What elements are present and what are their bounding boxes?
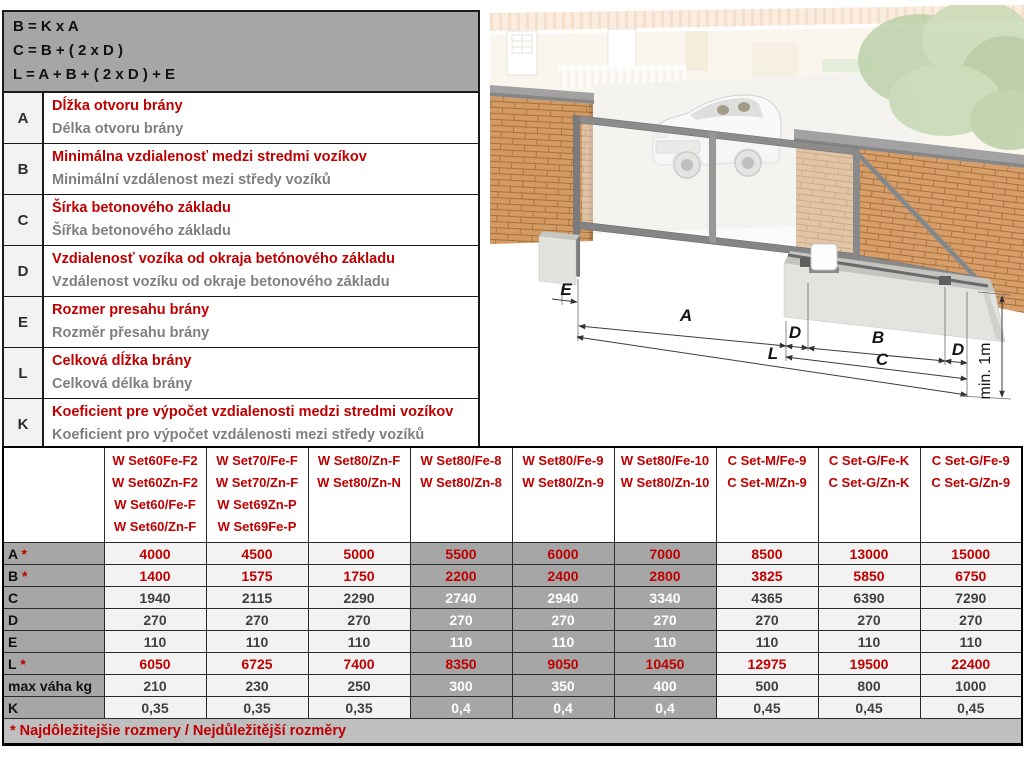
spec-value: 1940 — [104, 587, 206, 609]
dimension-label-b: B — [871, 328, 885, 347]
definition-text — [44, 195, 478, 245]
spec-row — [3, 697, 1022, 719]
definition-label-cz: Rozměr přesahu brány — [52, 325, 210, 341]
spec-value: 110 — [410, 631, 512, 653]
spec-row — [3, 653, 1022, 675]
model-name: C Set-G/Zn-9 — [931, 475, 1011, 490]
model-name: C Set-G/Zn-K — [828, 475, 910, 490]
spec-value: 1575 — [206, 565, 308, 587]
formula-c: C = B + ( 2 x D ) — [13, 42, 124, 59]
model-name: W Set69Fe-P — [217, 519, 297, 534]
definition-text — [44, 348, 478, 398]
definition-row — [4, 347, 478, 398]
formula-header — [4, 12, 478, 93]
spec-row-label: C — [3, 587, 104, 609]
spec-value: 7290 — [920, 587, 1022, 609]
model-name: W Set60Fe-F2 — [112, 453, 198, 468]
spec-column-header — [104, 447, 206, 543]
dimension-label-c: C — [875, 350, 889, 369]
model-name: W Set80/Zn-N — [317, 475, 401, 490]
spec-row — [3, 587, 1022, 609]
model-name: W Set60Zn-F2 — [112, 475, 198, 490]
definition-text — [44, 144, 478, 194]
model-name: W Set80/Fe-8 — [420, 453, 502, 468]
definition-label-sk: Dĺžka otvoru brány — [52, 98, 183, 114]
spec-value: 110 — [206, 631, 308, 653]
spec-value: 400 — [614, 675, 716, 697]
definition-text — [44, 246, 478, 296]
spec-value: 270 — [716, 609, 818, 631]
definition-row — [4, 93, 478, 143]
spec-row — [3, 631, 1022, 653]
definition-key: E — [4, 297, 44, 347]
spec-value: 110 — [614, 631, 716, 653]
spec-value: 6725 — [206, 653, 308, 675]
spec-row — [3, 675, 1022, 697]
model-name: W Set69Zn-P — [217, 497, 297, 512]
spec-value: 2940 — [512, 587, 614, 609]
asterisk: * — [21, 545, 27, 562]
spec-footnote-row — [3, 719, 1022, 745]
definition-row — [4, 296, 478, 347]
model-name: C Set-M/Fe-9 — [727, 453, 807, 468]
spec-value: 5000 — [308, 543, 410, 565]
spec-value: 500 — [716, 675, 818, 697]
spec-value: 9050 — [512, 653, 614, 675]
spec-value: 110 — [512, 631, 614, 653]
model-name: W Set60/Zn-F — [113, 519, 197, 534]
definition-key: L — [4, 348, 44, 398]
dimension-label-l: L — [767, 344, 779, 363]
model-name: W Set80/Zn-9 — [522, 475, 604, 490]
definition-label-cz: Šířka betonového základu — [52, 223, 231, 239]
spec-table — [2, 446, 1023, 746]
spec-row-label: E — [3, 631, 104, 653]
definition-key: K — [4, 399, 44, 449]
model-name: W Set70/Zn-F — [215, 475, 299, 490]
spec-value: 0,45 — [716, 697, 818, 719]
spec-row-label: L * — [3, 653, 104, 675]
spec-value: 270 — [104, 609, 206, 631]
definition-label-cz: Délka otvoru brány — [52, 121, 184, 137]
spec-column-header — [818, 447, 920, 543]
spec-value: 800 — [818, 675, 920, 697]
spec-value: 250 — [308, 675, 410, 697]
spec-value: 1750 — [308, 565, 410, 587]
spec-value: 6050 — [104, 653, 206, 675]
spec-value: 2200 — [410, 565, 512, 587]
definition-label-cz: Celková délka brány — [52, 376, 193, 392]
spec-column-header — [206, 447, 308, 543]
spec-row-label: A * — [3, 543, 104, 565]
spec-value: 7000 — [614, 543, 716, 565]
spec-value: 270 — [614, 609, 716, 631]
spec-column-header — [614, 447, 716, 543]
definition-label-sk: Celková dĺžka brány — [52, 353, 192, 369]
model-name: W Set60/Fe-F — [114, 497, 196, 512]
spec-value: 270 — [410, 609, 512, 631]
model-name: W Set70/Fe-F — [216, 453, 298, 468]
definition-key: A — [4, 93, 44, 143]
model-name: C Set-G/Fe-K — [828, 453, 910, 468]
model-name: W Set80/Fe-10 — [620, 453, 710, 468]
spec-value: 4000 — [104, 543, 206, 565]
spec-value: 2400 — [512, 565, 614, 587]
definition-label-cz: Vzdálenost vozíku od okraje betonového základu — [52, 274, 390, 290]
dimension-label-d1: D — [788, 323, 802, 342]
definition-label-sk: Vzdialenosť vozíka od okraja betónového základu — [52, 251, 395, 267]
spec-column-header — [512, 447, 614, 543]
definition-key: C — [4, 195, 44, 245]
spec-value: 0,45 — [920, 697, 1022, 719]
spec-value: 300 — [410, 675, 512, 697]
spec-value: 7400 — [308, 653, 410, 675]
model-name: W Set80/Zn-F — [317, 453, 401, 468]
spec-value: 3825 — [716, 565, 818, 587]
spec-row — [3, 543, 1022, 565]
spec-value: 2740 — [410, 587, 512, 609]
spec-value: 0,4 — [410, 697, 512, 719]
asterisk: * — [22, 567, 28, 584]
spec-value: 110 — [716, 631, 818, 653]
spec-value: 2115 — [206, 587, 308, 609]
spec-value: 210 — [104, 675, 206, 697]
spec-table-head — [3, 447, 1022, 543]
spec-value: 230 — [206, 675, 308, 697]
spec-value: 3340 — [614, 587, 716, 609]
spec-value: 4365 — [716, 587, 818, 609]
spec-value: 110 — [308, 631, 410, 653]
model-name: C Set-G/Fe-9 — [931, 453, 1010, 468]
definition-label-cz: Minimální vzdálenost mezi středy vozíků — [52, 172, 331, 188]
spec-value: 5500 — [410, 543, 512, 565]
spec-value: 8350 — [410, 653, 512, 675]
definition-label-sk: Koeficient pre výpočet vzdialenosti medzi stredmi vozíkov — [52, 404, 454, 420]
spec-row-label: B * — [3, 565, 104, 587]
dimension-label-a: A — [679, 306, 693, 325]
spec-value: 15000 — [920, 543, 1022, 565]
spec-column-header — [410, 447, 512, 543]
spec-value: 0,35 — [308, 697, 410, 719]
spec-value: 1000 — [920, 675, 1022, 697]
model-name: W Set80/Fe-9 — [522, 453, 604, 468]
definition-text — [44, 399, 478, 449]
spec-value: 6390 — [818, 587, 920, 609]
spec-value: 2800 — [614, 565, 716, 587]
spec-value: 270 — [512, 609, 614, 631]
spec-value: 350 — [512, 675, 614, 697]
spec-value: 2290 — [308, 587, 410, 609]
spec-row-label: K — [3, 697, 104, 719]
spec-value: 270 — [206, 609, 308, 631]
spec-value: 8500 — [716, 543, 818, 565]
spec-value: 6000 — [512, 543, 614, 565]
spec-value: 10450 — [614, 653, 716, 675]
spec-value: 110 — [920, 631, 1022, 653]
spec-value: 6750 — [920, 565, 1022, 587]
spec-value: 4500 — [206, 543, 308, 565]
spec-row — [3, 609, 1022, 631]
spec-value: 110 — [104, 631, 206, 653]
spec-value: 19500 — [818, 653, 920, 675]
spec-value: 12975 — [716, 653, 818, 675]
dimension-label-d2: D — [951, 340, 965, 359]
spec-value: 0,4 — [512, 697, 614, 719]
definitions-rows — [4, 93, 478, 449]
spec-value: 5850 — [818, 565, 920, 587]
spec-column-header — [308, 447, 410, 543]
spec-row — [3, 565, 1022, 587]
spec-table-body — [3, 543, 1022, 745]
definition-key: B — [4, 144, 44, 194]
spec-value: 13000 — [818, 543, 920, 565]
definition-row — [4, 143, 478, 194]
definition-text — [44, 93, 478, 143]
spec-value: 110 — [818, 631, 920, 653]
spec-value: 0,4 — [614, 697, 716, 719]
spec-row-label: D — [3, 609, 104, 631]
spec-value: 0,45 — [818, 697, 920, 719]
definition-label-sk: Minimálna vzdialenosť medzi stredmi vozíkov — [52, 149, 367, 165]
dimension-label-min-1m: min. 1m — [977, 342, 994, 400]
model-name: W Set80/Zn-10 — [620, 475, 710, 490]
gate-illustration — [490, 5, 1024, 440]
spec-value: 270 — [308, 609, 410, 631]
definition-label-sk: Šírka betonového základu — [52, 200, 231, 216]
dimension-label-e: E — [560, 280, 572, 299]
spec-header-row — [3, 447, 1022, 543]
spec-value: 270 — [818, 609, 920, 631]
definition-key: D — [4, 246, 44, 296]
definition-label-sk: Rozmer presahu brány — [52, 302, 210, 318]
definition-row — [4, 398, 478, 449]
spec-row-label: max váha kg — [3, 675, 104, 697]
definition-row — [4, 194, 478, 245]
spec-value: 0,35 — [104, 697, 206, 719]
formula-b: B = K x A — [13, 18, 79, 35]
spec-value: 22400 — [920, 653, 1022, 675]
spec-value: 270 — [920, 609, 1022, 631]
spec-corner-cell — [3, 447, 104, 543]
spec-column-header — [920, 447, 1022, 543]
model-name: C Set-M/Zn-9 — [727, 475, 807, 490]
model-name: W Set80/Zn-8 — [420, 475, 502, 490]
spec-column-header — [716, 447, 818, 543]
definition-text — [44, 297, 478, 347]
asterisk: * — [20, 655, 26, 672]
gate-motor — [809, 244, 839, 273]
spec-value: 1400 — [104, 565, 206, 587]
definition-row — [4, 245, 478, 296]
formula-l: L = A + B + ( 2 x D ) + E — [13, 66, 176, 83]
definition-label-cz: Koeficient pro výpočet vzdálenosti mezi středy vozíků — [52, 427, 425, 443]
spec-footnote: * Najdôležitejšie rozmery / Nejdůležitější rozměry — [3, 719, 1022, 745]
definitions-table — [2, 10, 480, 451]
spec-value: 0,35 — [206, 697, 308, 719]
